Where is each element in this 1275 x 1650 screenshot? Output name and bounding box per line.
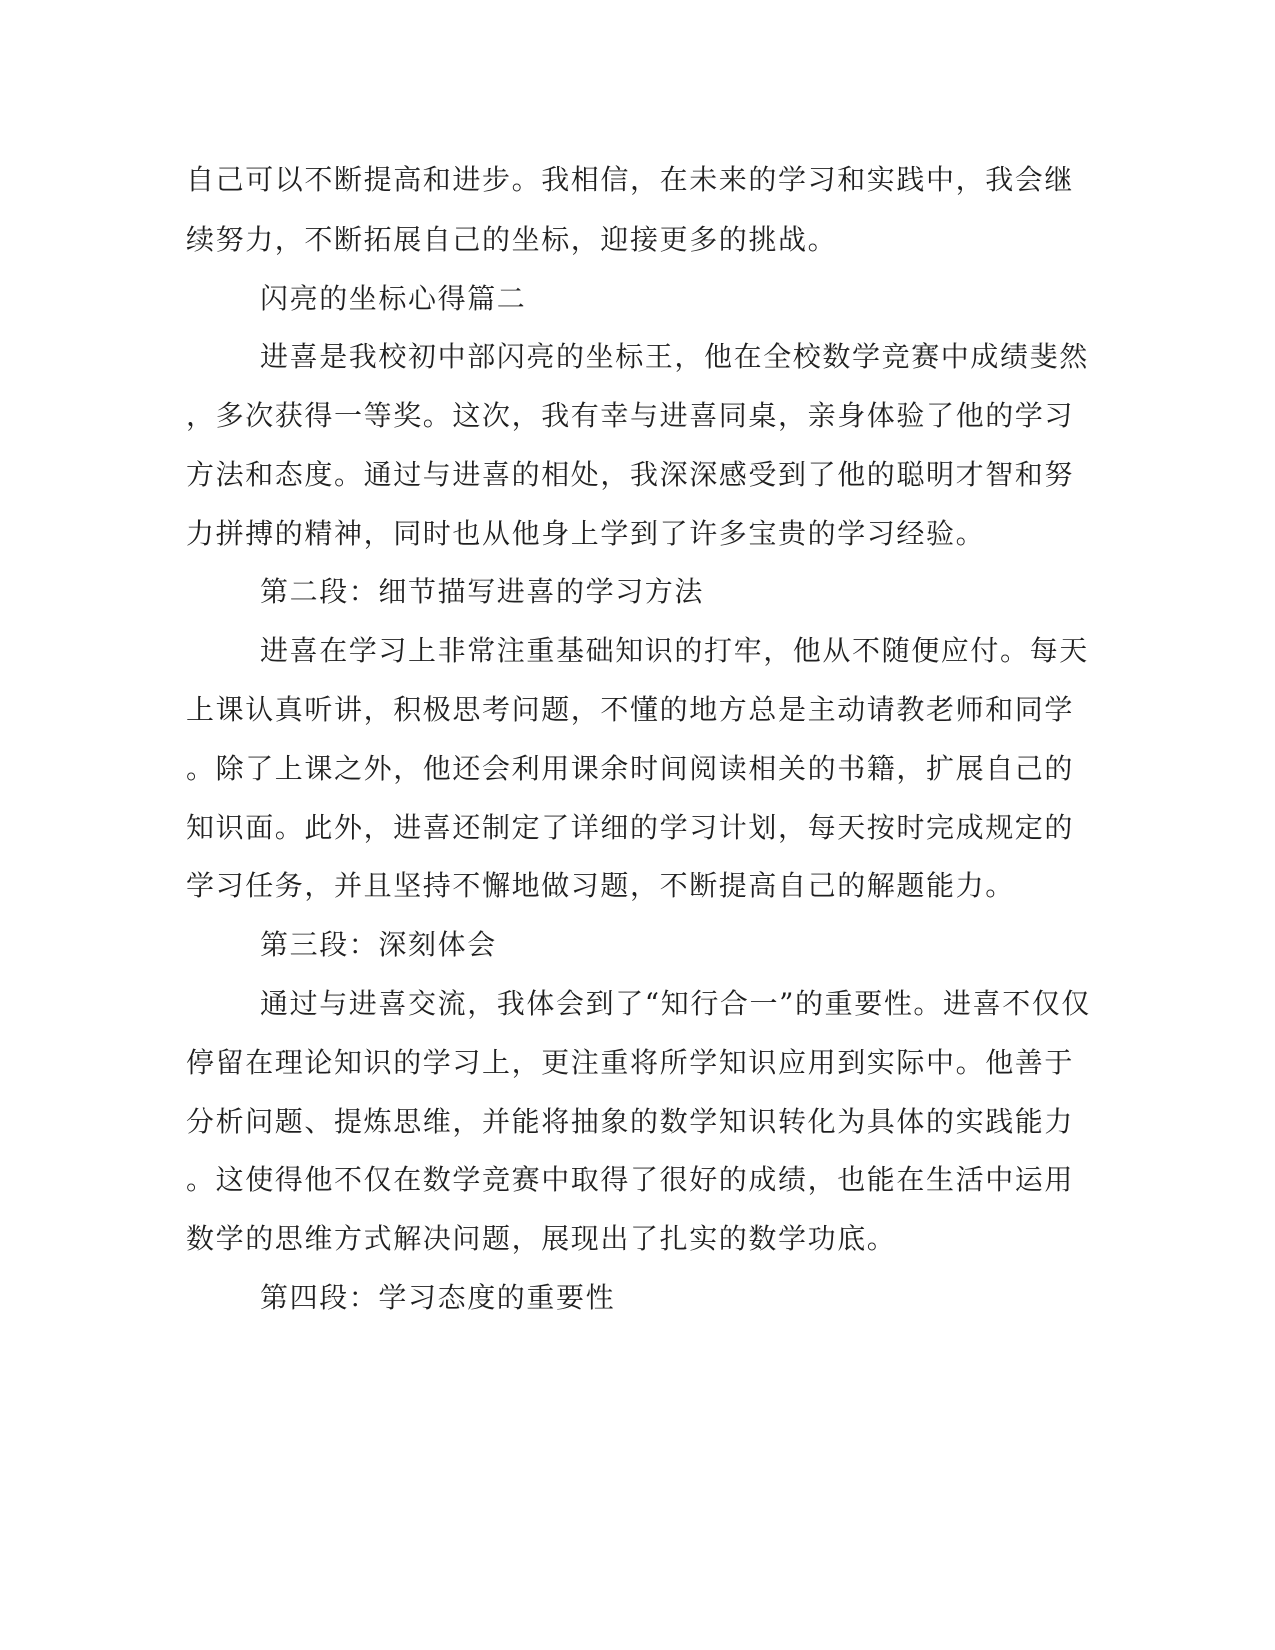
- body-text-line: 。除了上课之外，他还会利用课余时间阅读相关的书籍，扩展自己的: [186, 752, 1075, 785]
- body-text-line: 自己可以不断提高和进步。我相信，在未来的学习和实践中，我会继: [186, 163, 1075, 196]
- body-text-line: 。这使得他不仅在数学竞赛中取得了很好的成绩，也能在生活中运用: [186, 1163, 1075, 1196]
- body-text-line: 分析问题、提炼思维，并能将抽象的数学知识转化为具体的实践能力: [186, 1105, 1075, 1138]
- body-text-line: 力拼搏的精神，同时也从他身上学到了许多宝贵的学习经验。: [186, 517, 986, 550]
- body-text-line: 续努力，不断拓展自己的坐标，迎接更多的挑战。: [186, 223, 838, 256]
- body-text-line: 停留在理论知识的学习上，更注重将所学知识应用到实际中。他善于: [186, 1046, 1075, 1079]
- body-text-line: 上课认真听讲，积极思考问题，不懂的地方总是主动请教老师和同学: [186, 693, 1075, 726]
- body-text-line: 知识面。此外，进喜还制定了详细的学习计划，每天按时完成规定的: [186, 811, 1075, 844]
- body-text-line: 方法和态度。通过与进喜的相处，我深深感受到了他的聪明才智和努: [186, 458, 1075, 491]
- body-text-line: 进喜是我校初中部闪亮的坐标王，他在全校数学竞赛中成绩斐然: [260, 340, 1089, 373]
- body-text-line: ，多次获得一等奖。这次，我有幸与进喜同桌，亲身体验了他的学习: [186, 399, 1075, 432]
- body-text-line: 进喜在学习上非常注重基础知识的打牢，他从不随便应付。每天: [260, 634, 1089, 667]
- body-text-line: 通过与进喜交流，我体会到了“知行合一”的重要性。进喜不仅仅: [260, 987, 1092, 1020]
- section-heading: 第三段：深刻体会: [260, 928, 497, 961]
- body-text-line: 数学的思维方式解决问题，展现出了扎实的数学功底。: [186, 1222, 897, 1255]
- section-heading: 第二段：细节描写进喜的学习方法: [260, 575, 705, 608]
- body-text-line: 学习任务，并且坚持不懈地做习题，不断提高自己的解题能力。: [186, 869, 1015, 902]
- section-heading: 闪亮的坐标心得篇二: [260, 282, 527, 315]
- section-heading: 第四段：学习态度的重要性: [260, 1281, 616, 1314]
